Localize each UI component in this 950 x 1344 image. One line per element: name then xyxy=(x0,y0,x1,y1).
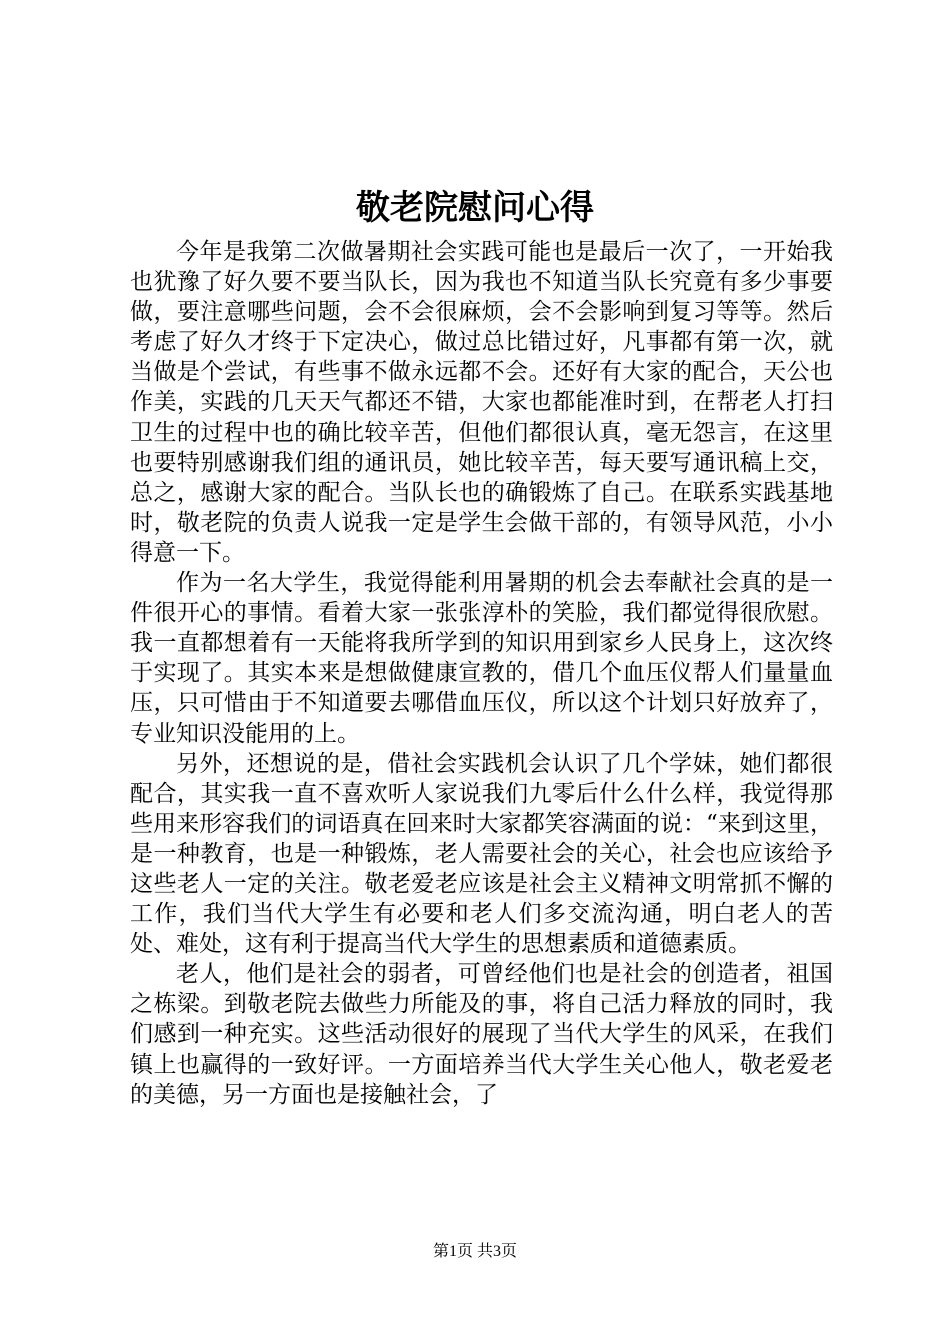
paragraph-1: 今年是我第二次做暑期社会实践可能也是最后一次了，一开始我也犹豫了好久要不要当队长，因为我也不知道当队长究竟有多少事要做，要注意哪些问题，会不会很麻烦，会不会影响到复习等等。然后考虑了好久才终于下定决心，做过总比错过好，凡事都有第一次，就当做是个尝试，有些事不做永远都不会。还好有大家的配合，天公也作美，实践的几天天气都还不错，大家也都能准时到，在帮老人打扫卫生的过程中也的确比较辛苦，但他们都很认真，毫无怨言，在这里也要特别感谢我们组的通讯员，她比较辛苦，每天要写通讯稿上交，总之，感谢大家的配合。当队长也的确锻炼了自己。在联系实践基地时，敬老院的负责人说我一定是学生会做干部的，有领导风范，小小得意一下。 xyxy=(130,239,833,566)
page-footer: 第1页 共3页 xyxy=(432,1243,517,1260)
paragraph-2: 作为一名大学生，我觉得能利用暑期的机会去奉献社会真的是一件很开心的事情。看着大家一张张淳朴的笑脸，我们都觉得很欣慰。我一直都想着有一天能将我所学到的知识用到家乡人民身上，这次终于实现了。其实本来是想做健康宣教的，借几个血压仪帮人们量量血压，只可惜由于不知道要去哪借血压仪，所以这个计划只好放弃了，专业知识没能用的上。 xyxy=(130,570,833,747)
paragraph-4: 老人，他们是社会的弱者，可曾经他们也是社会的创造者，祖国之栋梁。到敬老院去做些力所能及的事，将自己活力释放的同时，我们感到一种充实。这些活动很好的展现了当代大学生的风采，在我们镇上也赢得的一致好评。一方面培养当代大学生关心他人，敬老爱老的美德，另一方面也是接触社会，了 xyxy=(130,961,833,1108)
document-body xyxy=(130,237,833,1110)
document-title: 敬老院慰问心得 xyxy=(356,188,594,228)
paragraph-3: 另外，还想说的是，借社会实践机会认识了几个学妹，她们都很配合，其实我一直不喜欢听人家说我们九零后什么什么样，我觉得那些用来形容我们的词语真在回来时大家都笑容满面的说：“来到这里，是一种教育，也是一种锻炼，老人需要社会的关心，社会也应该给予这些老人一定的关注。敬老爱老应该是社会主义精神文明常抓不懈的工作，我们当代大学生有必要和老人们多交流沟通，明白老人的苦处、难处，这有利于提高当代大学生的思想素质和道德素质。 xyxy=(130,750,833,958)
